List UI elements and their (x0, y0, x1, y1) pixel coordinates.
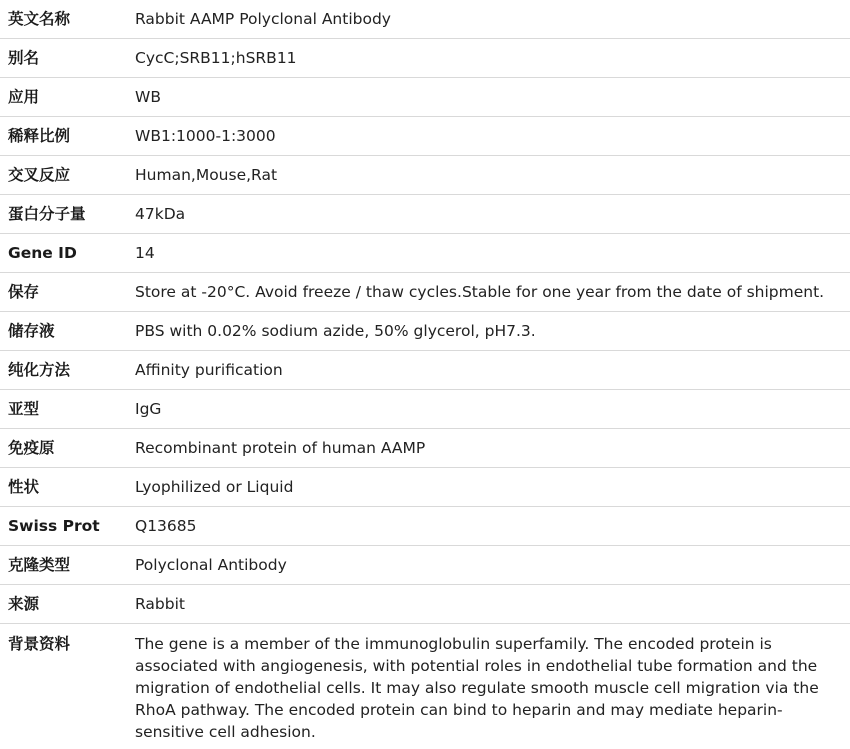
spec-value: WB1:1000-1:3000 (127, 117, 850, 156)
spec-row-english-name (0, 0, 850, 39)
spec-label: 保存 (0, 273, 127, 312)
spec-row-swiss-prot (0, 507, 850, 546)
spec-row-clonality (0, 546, 850, 585)
spec-row-reactivity (0, 156, 850, 195)
spec-value: 14 (127, 234, 850, 273)
spec-value: CycC;SRB11;hSRB11 (127, 39, 850, 78)
spec-label: Gene ID (0, 234, 127, 273)
spec-label: 免疫原 (0, 429, 127, 468)
spec-value: Polyclonal Antibody (127, 546, 850, 585)
spec-row-background (0, 624, 850, 749)
spec-row-storage-buffer (0, 312, 850, 351)
spec-label: 应用 (0, 78, 127, 117)
spec-label: 英文名称 (0, 0, 127, 39)
spec-label: 来源 (0, 585, 127, 624)
spec-row-purification (0, 351, 850, 390)
spec-value: PBS with 0.02% sodium azide, 50% glycerol, pH7.3. (127, 312, 850, 351)
spec-value: Rabbit AAMP Polyclonal Antibody (127, 0, 850, 39)
spec-label: 亚型 (0, 390, 127, 429)
spec-label: 性状 (0, 468, 127, 507)
spec-label: 背景资料 (0, 624, 127, 749)
spec-row-isotype (0, 390, 850, 429)
spec-row-storage (0, 273, 850, 312)
spec-label: Swiss Prot (0, 507, 127, 546)
spec-row-host (0, 585, 850, 624)
spec-label: 克隆类型 (0, 546, 127, 585)
spec-value: Recombinant protein of human AAMP (127, 429, 850, 468)
spec-value: Q13685 (127, 507, 850, 546)
spec-row-molecular-weight (0, 195, 850, 234)
spec-label: 别名 (0, 39, 127, 78)
spec-value: Store at -20°C. Avoid freeze / thaw cycles.Stable for one year from the date of shipment. (127, 273, 850, 312)
spec-label: 稀释比例 (0, 117, 127, 156)
spec-row-alias (0, 39, 850, 78)
spec-value: IgG (127, 390, 850, 429)
spec-row-application (0, 78, 850, 117)
spec-value: Human,Mouse,Rat (127, 156, 850, 195)
spec-row-dilution (0, 117, 850, 156)
spec-label: 交叉反应 (0, 156, 127, 195)
spec-value: Lyophilized or Liquid (127, 468, 850, 507)
spec-label: 纯化方法 (0, 351, 127, 390)
spec-row-immunogen (0, 429, 850, 468)
spec-row-form (0, 468, 850, 507)
spec-value: The gene is a member of the immunoglobulin superfamily. The encoded protein is associated with angiogenesis, with potential roles in endothelial tube formation and the migration of endothelial cells. It may also regulate smooth muscle cell migration via the RhoA pathway. The encoded protein can bind to heparin and may mediate heparin-sensitive cell adhesion. (127, 624, 850, 749)
spec-value: Rabbit (127, 585, 850, 624)
spec-value: WB (127, 78, 850, 117)
spec-label: 储存液 (0, 312, 127, 351)
spec-value: Affinity purification (127, 351, 850, 390)
spec-label: 蛋白分子量 (0, 195, 127, 234)
spec-value: 47kDa (127, 195, 850, 234)
spec-row-gene-id (0, 234, 850, 273)
